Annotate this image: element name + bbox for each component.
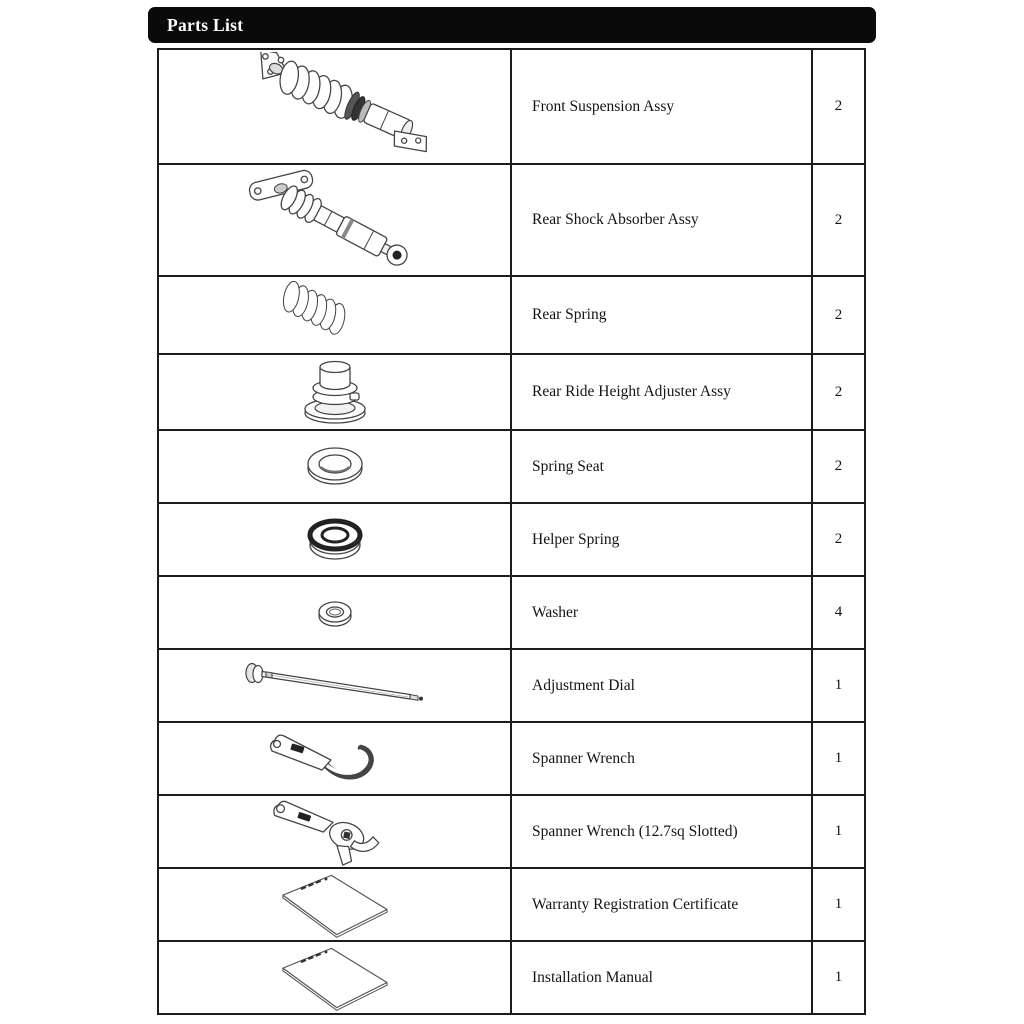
part-name: Front Suspension Assy [512, 50, 813, 163]
part-qty: 1 [834, 969, 843, 985]
part-image-cell [159, 723, 512, 794]
spring-seat-image [295, 438, 375, 496]
rear-ride-height-adjuster-assy-image [290, 357, 380, 428]
front-suspension-assy-image [239, 52, 431, 162]
table-row [159, 355, 864, 431]
table-row [159, 869, 864, 942]
part-image-cell [159, 277, 512, 353]
washer-image [307, 591, 363, 635]
table-row [159, 431, 864, 504]
table-row [159, 723, 864, 796]
installation-manual-image [267, 943, 402, 1013]
part-image-cell [159, 869, 512, 940]
table-row [159, 50, 864, 165]
part-name: Adjustment Dial [512, 650, 813, 721]
part-qty: 1 [834, 823, 843, 839]
part-image-cell [159, 355, 512, 429]
part-qty: 2 [834, 98, 843, 114]
part-name: Spanner Wrench [512, 723, 813, 794]
part-image-cell [159, 796, 512, 867]
part-image-cell [159, 431, 512, 502]
adjustment-dial-image [242, 660, 427, 712]
part-qty: 2 [834, 458, 843, 474]
part-name: Warranty Registration Certificate [512, 869, 813, 940]
table-row [159, 504, 864, 577]
part-name: Installation Manual [512, 942, 813, 1013]
spanner-wrench-image [265, 728, 405, 790]
part-name: Washer [512, 577, 813, 648]
rear-spring-image [255, 278, 415, 352]
part-image-cell [159, 650, 512, 721]
part-qty: 1 [834, 750, 843, 766]
part-image-cell [159, 165, 512, 275]
part-name: Spanner Wrench (12.7sq Slotted) [512, 796, 813, 867]
part-qty: 2 [834, 531, 843, 547]
spanner-wrench-slotted-image [265, 797, 405, 867]
section-title: Parts List [167, 14, 244, 35]
part-qty: 2 [834, 211, 843, 228]
part-image-cell [159, 50, 512, 163]
part-qty: 1 [834, 677, 843, 693]
part-name: Rear Ride Height Adjuster Assy [512, 355, 813, 429]
section-header [148, 7, 876, 43]
part-image-cell [159, 504, 512, 575]
part-image-cell [159, 577, 512, 648]
part-qty: 4 [834, 604, 843, 620]
part-name: Rear Spring [512, 277, 813, 353]
table-row [159, 650, 864, 723]
part-qty: 1 [834, 896, 843, 912]
rear-shock-absorber-assy-image [242, 167, 427, 273]
part-name: Helper Spring [512, 504, 813, 575]
part-name: Rear Shock Absorber Assy [512, 165, 813, 275]
parts-table [157, 48, 866, 1015]
table-row [159, 577, 864, 650]
table-row [159, 277, 864, 355]
part-name: Spring Seat [512, 431, 813, 502]
part-qty: 2 [834, 306, 843, 323]
part-image-cell [159, 942, 512, 1013]
table-row [159, 165, 864, 277]
helper-spring-image [295, 511, 375, 569]
part-qty: 2 [834, 383, 843, 400]
table-row [159, 796, 864, 869]
table-row [159, 942, 864, 1013]
warranty-registration-certificate-image [267, 870, 402, 940]
